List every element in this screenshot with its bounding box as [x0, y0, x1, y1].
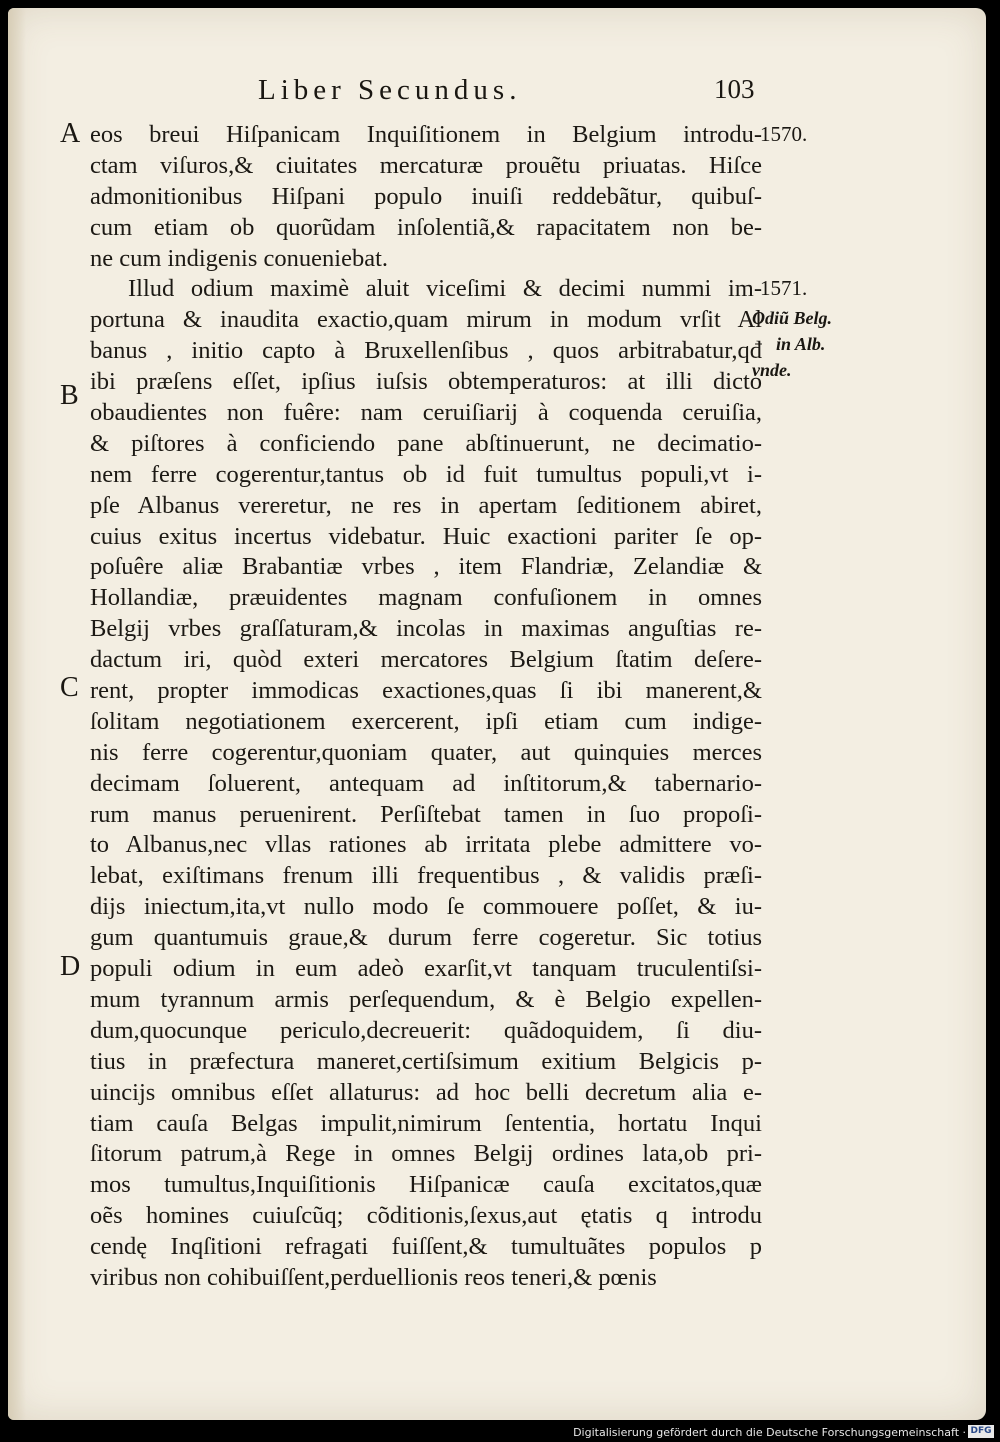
text-line: ibi præſens eſſet, ipſius iuſsis obtemperaturos: at illi dicto: [90, 368, 762, 396]
text-line: rum manus peruenirent. Perſiſtebat tamen in ſuo propoſi-: [90, 800, 762, 828]
text-line: & piſtores à conficiendo pane abſtinuerunt, ne decimatio-: [90, 429, 762, 457]
text-line: mos tumultus,Inquiſitionis Hiſpanicæ cauſa excitatos,quæ: [90, 1171, 762, 1199]
text-line: cum etiam ob quorũdam inſolentiã,& rapacitatem non be-: [90, 213, 762, 241]
text-line: Belgij vrbes graſſaturam,& incolas in maximas anguſtias re-: [90, 615, 762, 643]
text-line: cuius exitus incertus videbatur. Huic exactioni pariter ſe op-: [90, 522, 762, 550]
text-line: obaudientes non fuêre: nam ceruiſiarij à coquenda ceruiſia,: [90, 399, 762, 427]
margin-year-1570: 1570.: [760, 122, 808, 146]
funding-credit: Digitalisierung gefördert durch die Deutsche Forschungsgemeinschaft ·: [573, 1426, 966, 1439]
margin-note-line-1: Odiũ Belg.: [752, 308, 833, 328]
text-line: uincijs omnibus eſſet allaturus: ad hoc belli decretum alia e-: [90, 1078, 762, 1106]
section-letter-b: B: [60, 380, 79, 411]
running-title: Liber Secundus.: [258, 74, 522, 106]
book-page: [8, 8, 986, 1420]
page-number: 103: [714, 74, 755, 104]
text-line: gum quantumuis graue,& durum ferre cogeretur. Sic totius: [90, 924, 762, 952]
text-line: ne cum indigenis conueniebat.: [90, 244, 388, 272]
section-letter-c: C: [60, 672, 79, 703]
text-line: mum tyrannum armis perſequendum, & è Belgio expellen-: [90, 985, 762, 1013]
margin-note-line-2: in Alb.: [776, 334, 826, 354]
body-text: [90, 120, 762, 1294]
text-line: ctam viſuros,& ciuitates mercaturæ prouẽtu priuatas. Hiſce: [90, 151, 762, 179]
section-letter-d: D: [60, 951, 81, 982]
text-line: tiam cauſa Belgas impulit,nimirum ſententia, hortatu Inqui: [90, 1109, 762, 1137]
text-line: ſitorum patrum,à Rege in omnes Belgij ordines lata,ob pri-: [90, 1140, 762, 1168]
text-line: admonitionibus Hiſpani populo inuiſi reddebãtur, quibuſ-: [90, 182, 762, 210]
text-line: banus , initio capto à Bruxellenſibus , quos arbitrabatur,qđ: [90, 337, 762, 365]
text-line: to Albanus,nec vllas rationes ab irritata plebe admittere vo-: [90, 831, 762, 859]
text-line: rent, propter immodicas exactiones,quas ſi ibi manerent,&: [90, 677, 762, 705]
text-line: cendę Inqſitioni refragati fuiſſent,& tumultuãtes populos p: [90, 1233, 762, 1261]
text-line: decimam ſoluerent, antequam ad inſtitorum,& tabernario-: [90, 769, 762, 797]
text-line: eos breui Hiſpanicam Inquiſitionem in Belgium introdu-: [90, 121, 762, 148]
text-line: viribus non cohibuiſſent,perduellionis reos teneri,& pœnis: [90, 1263, 657, 1291]
text-line: nem ferre cogerentur,tantus ob id fuit tumultus populi,vt i-: [90, 460, 762, 488]
text-line: oẽs homines cuiuſcũq; cõditionis,ſexus,aut ętatis q introdu: [90, 1202, 762, 1230]
text-line: Illud odium maximè aluit viceſimi & decimi nummi im-: [128, 275, 762, 303]
text-line: poſuêre aliæ Brabantiæ vrbes , item Flandriæ, Zelandiæ &: [90, 553, 762, 581]
section-letter-a: A: [60, 118, 81, 149]
text-line: lebat, exiſtimans frenum illi frequentibus , & validis præſi-: [90, 862, 762, 890]
text-line: pſe Albanus vereretur, ne res in apertam ſeditionem abiret,: [90, 491, 762, 519]
text-line: ſolitam negotiationem exercerent, ipſi etiam cum indige-: [90, 707, 762, 735]
text-line: dactum iri, quòd exteri mercatores Belgium ſtatim deſere-: [90, 646, 762, 674]
text-line: nis ferre cogerentur,quoniam quater, aut quinquies merces: [90, 738, 762, 766]
text-line: dum,quocunque periculo,decreuerit: quãdoquidem, ſi diu-: [90, 1016, 762, 1044]
text-line: dijs iniectum,ita,vt nullo modo ſe commouere poſſet, & iu-: [90, 893, 762, 921]
text-line: Hollandiæ, præuidentes magnam confuſionem in omnes: [90, 584, 762, 612]
text-line: populi odium in eum adeò exarſit,vt tanquam truculentiſsi-: [90, 955, 762, 983]
dfg-logo: DFG: [968, 1425, 994, 1438]
margin-note-line-3: vnde.: [752, 360, 792, 380]
text-line: portuna & inaudita exactio,quam mirum in modum vrſit Al: [90, 306, 762, 334]
text-line: tius in præfectura maneret,certiſsimum exitium Belgicis p-: [90, 1047, 762, 1075]
margin-year-1571: 1571.: [760, 276, 808, 300]
